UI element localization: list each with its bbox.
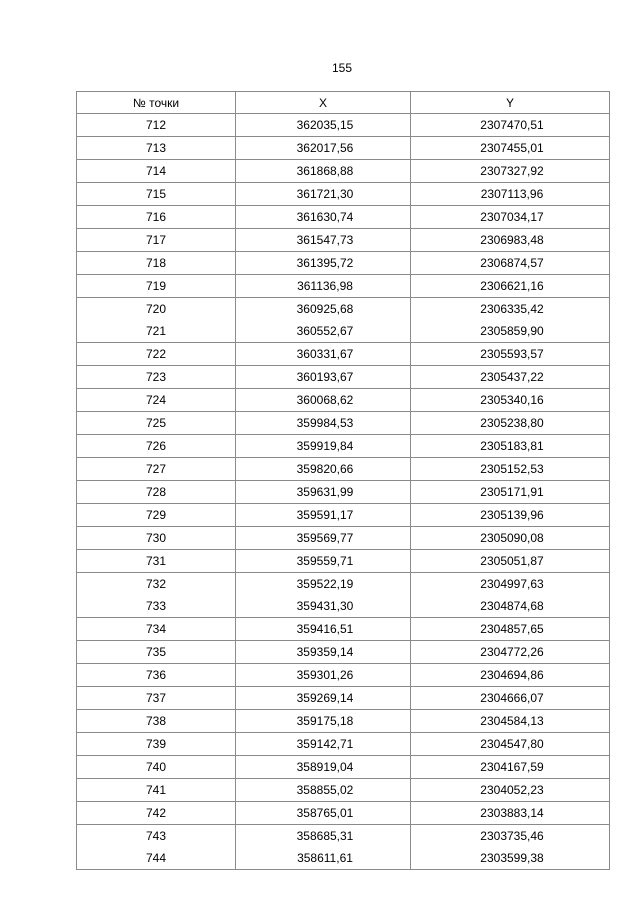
x-cell: 359522,19 [236, 573, 411, 596]
column-header-x: X [236, 92, 411, 114]
table-row [77, 825, 610, 848]
y-cell: 2303735,46 [411, 825, 610, 848]
y-cell: 2304772,26 [411, 641, 610, 664]
point-number-cell: 741 [77, 779, 236, 802]
x-cell: 359591,17 [236, 504, 411, 527]
x-cell: 359269,14 [236, 687, 411, 710]
point-number-cell: 714 [77, 160, 236, 183]
point-number-cell: 736 [77, 664, 236, 687]
table-row [77, 504, 610, 527]
x-cell: 360193,67 [236, 366, 411, 389]
table-row [77, 206, 610, 229]
point-number-cell: 737 [77, 687, 236, 710]
point-number-cell: 730 [77, 527, 236, 550]
table-row [77, 298, 610, 321]
x-cell: 360552,67 [236, 320, 411, 343]
y-cell: 2305593,57 [411, 343, 610, 366]
table-row [77, 641, 610, 664]
x-cell: 361721,30 [236, 183, 411, 206]
y-cell: 2304997,63 [411, 573, 610, 596]
table-row [77, 458, 610, 481]
y-cell: 2305090,08 [411, 527, 610, 550]
y-cell: 2306983,48 [411, 229, 610, 252]
y-cell: 2304167,59 [411, 756, 610, 779]
point-number-cell: 743 [77, 825, 236, 848]
table-row [77, 710, 610, 733]
x-cell: 359359,14 [236, 641, 411, 664]
y-cell: 2305340,16 [411, 389, 610, 412]
point-number-cell: 719 [77, 275, 236, 298]
x-cell: 360068,62 [236, 389, 411, 412]
x-cell: 361630,74 [236, 206, 411, 229]
point-number-cell: 717 [77, 229, 236, 252]
point-number-cell: 716 [77, 206, 236, 229]
y-cell: 2304052,23 [411, 779, 610, 802]
point-number-cell: 715 [77, 183, 236, 206]
y-cell: 2305171,91 [411, 481, 610, 504]
table-row [77, 160, 610, 183]
y-cell: 2305183,81 [411, 435, 610, 458]
table-header [77, 92, 610, 114]
y-cell: 2304874,68 [411, 595, 610, 618]
x-cell: 361395,72 [236, 252, 411, 275]
point-number-cell: 713 [77, 137, 236, 160]
y-cell: 2307455,01 [411, 137, 610, 160]
table-row [77, 779, 610, 802]
table-row [77, 412, 610, 435]
table-row [77, 618, 610, 641]
y-cell: 2305238,80 [411, 412, 610, 435]
point-number-cell: 742 [77, 802, 236, 825]
table-row [77, 481, 610, 504]
point-number-cell: 732 [77, 573, 236, 596]
header-row [77, 92, 610, 114]
x-cell: 358611,61 [236, 847, 411, 870]
table-row [77, 733, 610, 756]
table-body [77, 114, 610, 870]
y-cell: 2305139,96 [411, 504, 610, 527]
point-number-cell: 733 [77, 595, 236, 618]
table-row [77, 802, 610, 825]
point-number-cell: 712 [77, 114, 236, 137]
point-number-cell: 725 [77, 412, 236, 435]
point-number-cell: 723 [77, 366, 236, 389]
point-number-cell: 734 [77, 618, 236, 641]
x-cell: 359984,53 [236, 412, 411, 435]
y-cell: 2304547,80 [411, 733, 610, 756]
x-cell: 358765,01 [236, 802, 411, 825]
point-number-cell: 740 [77, 756, 236, 779]
x-cell: 358919,04 [236, 756, 411, 779]
y-cell: 2306874,57 [411, 252, 610, 275]
table-row [77, 320, 610, 343]
x-cell: 360925,68 [236, 298, 411, 321]
table-row [77, 366, 610, 389]
x-cell: 359559,71 [236, 550, 411, 573]
y-cell: 2303883,14 [411, 802, 610, 825]
x-cell: 362017,56 [236, 137, 411, 160]
y-cell: 2306621,16 [411, 275, 610, 298]
table-row [77, 435, 610, 458]
table-row [77, 252, 610, 275]
x-cell: 359416,51 [236, 618, 411, 641]
table-row [77, 183, 610, 206]
point-number-cell: 718 [77, 252, 236, 275]
point-number-cell: 722 [77, 343, 236, 366]
table-row [77, 847, 610, 870]
table-row [77, 275, 610, 298]
table-row [77, 573, 610, 596]
point-number-cell: 744 [77, 847, 236, 870]
x-cell: 360331,67 [236, 343, 411, 366]
x-cell: 358685,31 [236, 825, 411, 848]
table-row [77, 137, 610, 160]
y-cell: 2304584,13 [411, 710, 610, 733]
table-row [77, 114, 610, 137]
point-number-cell: 738 [77, 710, 236, 733]
table-row [77, 756, 610, 779]
table-row [77, 343, 610, 366]
point-number-cell: 739 [77, 733, 236, 756]
x-cell: 359569,77 [236, 527, 411, 550]
y-cell: 2304857,65 [411, 618, 610, 641]
table-row [77, 550, 610, 573]
point-number-cell: 735 [77, 641, 236, 664]
table-row [77, 595, 610, 618]
y-cell: 2303599,38 [411, 847, 610, 870]
y-cell: 2305152,53 [411, 458, 610, 481]
point-number-cell: 729 [77, 504, 236, 527]
y-cell: 2305051,87 [411, 550, 610, 573]
y-cell: 2305859,90 [411, 320, 610, 343]
x-cell: 361136,98 [236, 275, 411, 298]
page-number: 155 [331, 61, 353, 75]
table-row [77, 527, 610, 550]
x-cell: 358855,02 [236, 779, 411, 802]
point-number-cell: 726 [77, 435, 236, 458]
x-cell: 361868,88 [236, 160, 411, 183]
x-cell: 359431,30 [236, 595, 411, 618]
x-cell: 359301,26 [236, 664, 411, 687]
y-cell: 2304666,07 [411, 687, 610, 710]
column-header-y: Y [411, 92, 610, 114]
table-row [77, 229, 610, 252]
table-row [77, 389, 610, 412]
x-cell: 359631,99 [236, 481, 411, 504]
x-cell: 361547,73 [236, 229, 411, 252]
column-header-point-number: № точки [77, 92, 236, 114]
point-number-cell: 721 [77, 320, 236, 343]
table-row [77, 664, 610, 687]
point-number-cell: 728 [77, 481, 236, 504]
y-cell: 2307113,96 [411, 183, 610, 206]
y-cell: 2304694,86 [411, 664, 610, 687]
x-cell: 359175,18 [236, 710, 411, 733]
point-number-cell: 724 [77, 389, 236, 412]
point-number-cell: 731 [77, 550, 236, 573]
x-cell: 359919,84 [236, 435, 411, 458]
coordinates-table [76, 91, 610, 870]
table-row [77, 687, 610, 710]
y-cell: 2306335,42 [411, 298, 610, 321]
point-number-cell: 727 [77, 458, 236, 481]
y-cell: 2305437,22 [411, 366, 610, 389]
x-cell: 362035,15 [236, 114, 411, 137]
point-number-cell: 720 [77, 298, 236, 321]
y-cell: 2307470,51 [411, 114, 610, 137]
x-cell: 359142,71 [236, 733, 411, 756]
y-cell: 2307327,92 [411, 160, 610, 183]
y-cell: 2307034,17 [411, 206, 610, 229]
x-cell: 359820,66 [236, 458, 411, 481]
